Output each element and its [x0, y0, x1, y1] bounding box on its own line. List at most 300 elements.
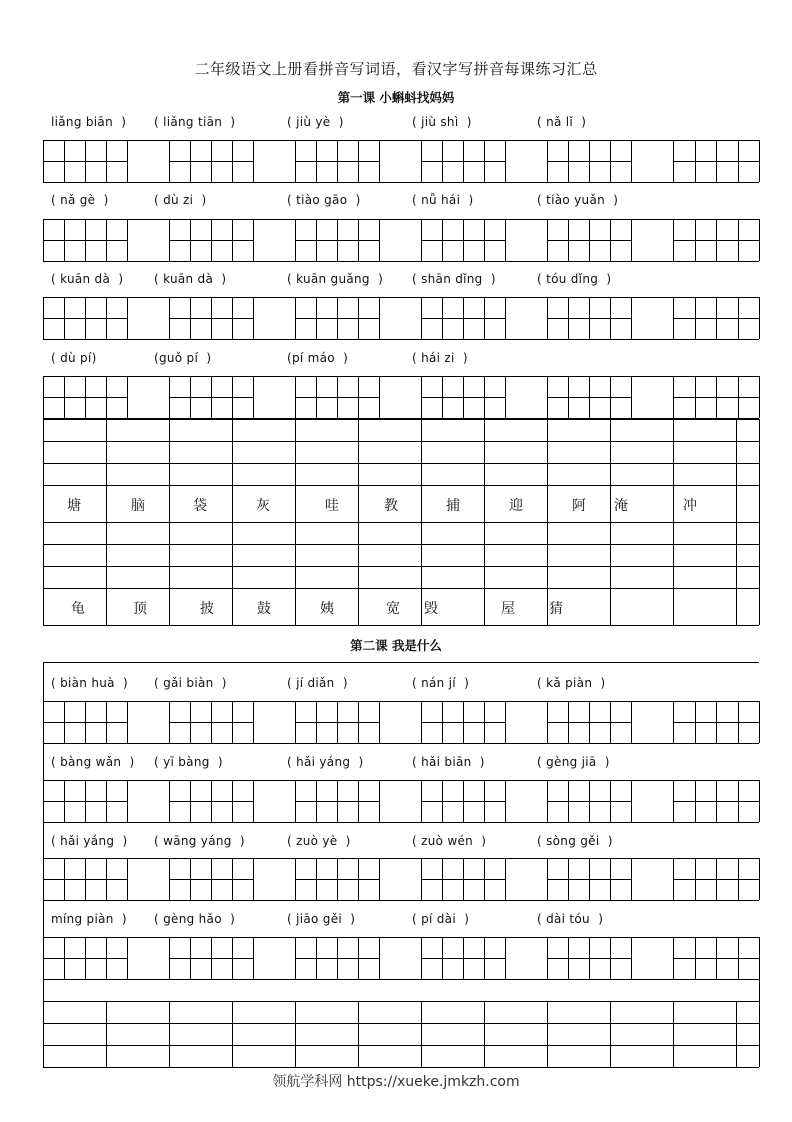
writing-grid-cell — [442, 701, 443, 743]
answer-table-col — [547, 419, 548, 485]
writing-grid-cell — [337, 219, 338, 261]
writing-grid-cell — [232, 780, 233, 822]
answer-table-line — [43, 1045, 759, 1046]
writing-grid-cell — [232, 858, 233, 900]
writing-grid-cell — [547, 297, 548, 339]
writing-grid-cell — [505, 140, 506, 182]
pinyin-label: ( pí dài ) — [412, 912, 470, 926]
writing-grid-cell — [379, 219, 380, 261]
writing-grid-cell — [695, 219, 696, 261]
writing-grid-cell — [484, 376, 485, 418]
writing-grid-cell — [568, 937, 569, 979]
writing-grid-cell — [253, 376, 254, 418]
writing-grid-cell — [85, 937, 86, 979]
writing-grid-cell — [106, 376, 107, 418]
answer-table-col — [295, 1001, 296, 1067]
writing-grid-cell — [631, 219, 632, 261]
pinyin-label: ( kǎ piàn ) — [537, 676, 606, 690]
writing-grid-top — [43, 219, 759, 220]
answer-table-line — [43, 1067, 759, 1068]
writing-grid-cell — [43, 780, 44, 822]
writing-grid-cell — [106, 858, 107, 900]
writing-grid-cell — [738, 858, 739, 900]
writing-grid-cell — [253, 780, 254, 822]
pinyin-label: ( gèng hǎo ) — [154, 912, 236, 926]
answer-table-col — [43, 522, 44, 588]
page-title: 二年级语文上册看拼音写词语，看汉字写拼音每课练习汇总 — [194, 60, 598, 78]
pinyin-label: liǎng biān ) — [51, 115, 127, 129]
writing-grid-cell — [673, 937, 674, 979]
character-cell: 阿 — [572, 497, 586, 514]
writing-grid-bottom — [43, 182, 759, 183]
writing-grid-cell — [463, 701, 464, 743]
pinyin-row — [43, 674, 759, 694]
writing-grid-cell — [716, 376, 717, 418]
writing-grid-cell — [211, 376, 212, 418]
writing-grid-cell — [631, 858, 632, 900]
writing-grid-cell — [85, 780, 86, 822]
writing-grid-cell — [85, 219, 86, 261]
writing-grid-cell — [295, 376, 296, 418]
writing-grid-cell — [631, 140, 632, 182]
writing-grid-cell — [253, 701, 254, 743]
lesson-2-title: 第二课 我是什么 — [350, 638, 442, 653]
writing-grid-cell — [190, 937, 191, 979]
answer-table-col — [736, 1001, 737, 1067]
writing-grid-cell — [673, 297, 674, 339]
writing-grid-cell — [337, 858, 338, 900]
pinyin-label: ( gèng jiā ) — [537, 755, 610, 769]
writing-grid-cell — [295, 140, 296, 182]
writing-grid-cell — [421, 219, 422, 261]
character-cell: 塘 — [67, 497, 81, 514]
answer-table-col — [673, 419, 674, 485]
writing-grid-cell — [484, 780, 485, 822]
writing-grid-cell — [505, 780, 506, 822]
writing-grid-cell — [43, 858, 44, 900]
answer-table-col — [759, 419, 760, 485]
pinyin-label: ( dù zi ) — [154, 193, 207, 207]
writing-grid-cell — [589, 937, 590, 979]
pinyin-label: ( zuò yè ) — [287, 834, 351, 848]
footer-watermark: 领航学科网 https://xueke.jmkzh.com — [272, 1074, 520, 1090]
writing-grid-top — [43, 376, 759, 377]
char-row-top — [43, 588, 759, 589]
writing-grid-cell — [169, 376, 170, 418]
writing-grid-cell — [190, 376, 191, 418]
writing-grid-cell — [695, 780, 696, 822]
lesson-2-edge — [43, 900, 44, 937]
writing-grid-cell — [169, 219, 170, 261]
writing-grid-cell — [169, 780, 170, 822]
writing-grid-cell — [610, 140, 611, 182]
writing-grid-cell — [358, 297, 359, 339]
writing-grid-cell — [463, 219, 464, 261]
writing-grid-cell — [232, 297, 233, 339]
writing-grid-cell — [631, 701, 632, 743]
writing-grid-cell — [547, 140, 548, 182]
writing-grid-cell — [463, 376, 464, 418]
writing-grid-cell — [547, 937, 548, 979]
writing-grid-cell — [442, 858, 443, 900]
writing-grid-cell — [127, 219, 128, 261]
writing-grid-cell — [169, 297, 170, 339]
writing-grid-cell — [232, 219, 233, 261]
writing-grid-cell — [295, 219, 296, 261]
writing-grid-bottom — [43, 900, 759, 901]
pinyin-label: ( zuò wén ) — [412, 834, 487, 848]
writing-grid-cell — [43, 701, 44, 743]
writing-grid-cell — [64, 140, 65, 182]
character-cell: 哇 — [325, 497, 339, 514]
writing-grid-cell — [64, 701, 65, 743]
writing-grid-cell — [442, 937, 443, 979]
pinyin-label: ( yī bàng ) — [154, 755, 223, 769]
writing-grid-cell — [43, 937, 44, 979]
pinyin-row — [43, 191, 759, 211]
character-cell: 屋 — [501, 600, 515, 617]
pinyin-row — [43, 270, 759, 290]
pinyin-label: ( nǎ lǐ ) — [537, 115, 587, 129]
writing-grid-cell — [442, 219, 443, 261]
writing-grid-cell — [295, 701, 296, 743]
pinyin-row — [43, 113, 759, 133]
char-row-col — [43, 485, 44, 522]
writing-grid-cell — [358, 219, 359, 261]
answer-table-col — [43, 1001, 44, 1067]
writing-grid-top — [43, 780, 759, 781]
pinyin-label: ( kuān dà ) — [154, 272, 227, 286]
writing-grid-cell — [232, 140, 233, 182]
writing-grid-cell — [738, 140, 739, 182]
pinyin-label: ( gǎi biàn ) — [154, 676, 227, 690]
answer-table-line — [43, 463, 759, 464]
writing-grid-cell — [64, 376, 65, 418]
writing-grid-cell — [127, 376, 128, 418]
writing-grid-cell — [738, 701, 739, 743]
character-cell: 龟 — [71, 600, 85, 617]
writing-grid-cell — [421, 140, 422, 182]
writing-grid-cell — [610, 297, 611, 339]
pinyin-label: ( hǎi biān ) — [412, 755, 485, 769]
char-row-col — [169, 588, 170, 625]
writing-grid-cell — [484, 297, 485, 339]
writing-grid-cell — [568, 297, 569, 339]
writing-grid-cell — [631, 937, 632, 979]
writing-grid-cell — [64, 297, 65, 339]
writing-grid-cell — [337, 937, 338, 979]
writing-grid-cell — [358, 780, 359, 822]
writing-grid-cell — [695, 701, 696, 743]
pinyin-label: ( dù pí) — [51, 351, 97, 365]
writing-grid-cell — [421, 376, 422, 418]
writing-grid-cell — [463, 297, 464, 339]
writing-grid-cell — [695, 297, 696, 339]
answer-table-line — [43, 441, 759, 442]
writing-grid-cell — [463, 140, 464, 182]
answer-table-col — [232, 419, 233, 485]
writing-grid-cell — [64, 780, 65, 822]
char-row-col — [169, 485, 170, 522]
writing-grid-cell — [106, 701, 107, 743]
writing-grid-cell — [85, 376, 86, 418]
pinyin-label: míng piàn ) — [51, 912, 127, 926]
character-cell: 姨 — [320, 600, 334, 617]
answer-table-col — [610, 522, 611, 588]
char-row-col — [43, 588, 44, 625]
answer-table-col — [295, 419, 296, 485]
writing-grid-cell — [211, 701, 212, 743]
pinyin-row — [43, 910, 759, 930]
writing-grid-cell — [337, 376, 338, 418]
writing-grid-cell — [337, 297, 338, 339]
char-row-col — [295, 588, 296, 625]
writing-grid-cell — [232, 701, 233, 743]
writing-grid-cell — [505, 219, 506, 261]
answer-table-col — [169, 522, 170, 588]
writing-grid-cell — [716, 937, 717, 979]
char-row-col — [736, 588, 737, 625]
writing-grid-cell — [316, 858, 317, 900]
writing-grid-bottom — [43, 743, 759, 744]
writing-grid-bottom — [43, 339, 759, 340]
writing-grid-cell — [190, 780, 191, 822]
answer-table-col — [421, 522, 422, 588]
writing-grid-cell — [484, 858, 485, 900]
lesson-2-top — [43, 662, 759, 663]
answer-table-line — [43, 1001, 759, 1002]
writing-grid-cell — [379, 780, 380, 822]
writing-grid-cell — [421, 780, 422, 822]
writing-grid-cell — [316, 780, 317, 822]
character-cell: 捕 — [446, 497, 460, 514]
pinyin-label: ( hǎi yáng ) — [287, 755, 364, 769]
answer-table-col — [358, 419, 359, 485]
writing-grid-cell — [759, 858, 760, 900]
writing-grid-cell — [232, 376, 233, 418]
writing-grid-cell — [738, 780, 739, 822]
writing-grid-cell — [421, 937, 422, 979]
writing-grid-cell — [106, 297, 107, 339]
writing-grid-cell — [759, 219, 760, 261]
writing-grid-cell — [463, 937, 464, 979]
answer-table-col — [673, 522, 674, 588]
writing-grid-cell — [211, 297, 212, 339]
answer-table-col — [547, 522, 548, 588]
writing-grid-cell — [716, 858, 717, 900]
writing-grid-cell — [547, 376, 548, 418]
character-cell: 脑 — [131, 497, 145, 514]
writing-grid-top — [43, 701, 759, 702]
char-row-bottom — [43, 625, 759, 626]
lesson-1-title: 第一课 小蝌蚪找妈妈 — [337, 90, 455, 105]
writing-grid-cell — [106, 780, 107, 822]
pinyin-label: ( sòng gěi ) — [537, 834, 613, 848]
writing-grid-cell — [358, 858, 359, 900]
char-row-col — [106, 485, 107, 522]
character-cell: 猜 — [549, 600, 563, 617]
char-row-col — [232, 485, 233, 522]
writing-grid-cell — [127, 701, 128, 743]
pinyin-label: ( nǎ gè ) — [51, 193, 109, 207]
writing-grid-cell — [505, 376, 506, 418]
lesson-2-edge — [43, 822, 44, 858]
writing-grid-cell — [190, 297, 191, 339]
answer-table-col — [106, 522, 107, 588]
writing-grid-cell — [85, 297, 86, 339]
writing-grid-cell — [295, 937, 296, 979]
answer-table-line — [43, 522, 759, 523]
writing-grid-top — [43, 140, 759, 141]
writing-grid-cell — [190, 701, 191, 743]
writing-grid-cell — [484, 219, 485, 261]
character-cell: 毁 — [424, 600, 438, 617]
writing-grid-cell — [463, 858, 464, 900]
pinyin-label: ( jiāo gěi ) — [287, 912, 356, 926]
pinyin-row — [43, 832, 759, 852]
writing-grid-cell — [673, 140, 674, 182]
writing-grid-cell — [547, 780, 548, 822]
char-row-top — [43, 485, 759, 486]
writing-grid-cell — [337, 701, 338, 743]
writing-grid-cell — [759, 937, 760, 979]
writing-grid-cell — [610, 701, 611, 743]
pinyin-label: ( hǎi yáng ) — [51, 834, 128, 848]
writing-grid-cell — [316, 297, 317, 339]
writing-grid-bottom — [43, 822, 759, 823]
pinyin-label: ( kuān dà ) — [51, 272, 124, 286]
answer-table-col — [421, 1001, 422, 1067]
answer-table-col — [759, 1001, 760, 1067]
writing-grid-cell — [738, 937, 739, 979]
char-row-col — [547, 485, 548, 522]
writing-grid-cell — [169, 937, 170, 979]
writing-grid-cell — [442, 297, 443, 339]
writing-grid-cell — [295, 297, 296, 339]
char-row-col — [673, 588, 674, 625]
writing-grid-cell — [695, 376, 696, 418]
char-row-col — [232, 588, 233, 625]
pinyin-row — [43, 349, 759, 369]
pinyin-label: ( wāng yáng ) — [154, 834, 245, 848]
pinyin-label: ( tóu dǐng ) — [537, 272, 612, 286]
writing-grid-cell — [421, 858, 422, 900]
answer-table-line — [43, 544, 759, 545]
char-row-col — [358, 588, 359, 625]
writing-grid-cell — [547, 858, 548, 900]
writing-grid-cell — [379, 937, 380, 979]
pinyin-label: (guǒ pí ) — [154, 351, 212, 365]
writing-grid-cell — [716, 219, 717, 261]
writing-grid-cell — [316, 376, 317, 418]
writing-grid-cell — [716, 701, 717, 743]
writing-grid-cell — [253, 219, 254, 261]
pinyin-label: ( kuān guǎng ) — [287, 272, 384, 286]
answer-table-line — [43, 566, 759, 567]
writing-grid-cell — [589, 376, 590, 418]
writing-grid-top — [43, 858, 759, 859]
writing-grid-cell — [463, 780, 464, 822]
writing-grid-cell — [106, 937, 107, 979]
pinyin-label: ( dài tóu ) — [537, 912, 604, 926]
char-row-col — [484, 588, 485, 625]
writing-grid-cell — [759, 780, 760, 822]
writing-grid-cell — [169, 858, 170, 900]
writing-grid-cell — [568, 780, 569, 822]
pinyin-label: ( tiào yuǎn ) — [537, 193, 619, 207]
writing-grid-cell — [673, 376, 674, 418]
char-row-col — [358, 485, 359, 522]
writing-grid-cell — [610, 937, 611, 979]
char-row-col — [484, 485, 485, 522]
writing-grid-cell — [421, 297, 422, 339]
writing-grid-cell — [337, 140, 338, 182]
writing-grid-cell — [568, 701, 569, 743]
pinyin-label: ( hái zi ) — [412, 351, 468, 365]
writing-grid-cell — [253, 297, 254, 339]
answer-table-col — [421, 419, 422, 485]
answer-table-col — [484, 522, 485, 588]
writing-grid-cell — [106, 219, 107, 261]
writing-grid-cell — [316, 140, 317, 182]
writing-grid-cell — [695, 140, 696, 182]
answer-table-col — [736, 419, 737, 485]
writing-grid-cell — [127, 297, 128, 339]
writing-grid-cell — [421, 701, 422, 743]
character-cell: 披 — [200, 600, 214, 617]
writing-grid-cell — [505, 297, 506, 339]
writing-grid-cell — [673, 219, 674, 261]
writing-grid-cell — [64, 858, 65, 900]
writing-grid-cell — [253, 937, 254, 979]
pinyin-label: ( bàng wǎn ) — [51, 755, 135, 769]
writing-grid-cell — [316, 937, 317, 979]
writing-grid-cell — [484, 937, 485, 979]
writing-grid-cell — [695, 858, 696, 900]
character-cell: 鼓 — [257, 600, 271, 617]
writing-grid-cell — [442, 780, 443, 822]
answer-table-col — [358, 1001, 359, 1067]
writing-grid-cell — [43, 140, 44, 182]
writing-grid-cell — [85, 858, 86, 900]
writing-grid-cell — [64, 219, 65, 261]
writing-grid-cell — [190, 140, 191, 182]
writing-grid-cell — [673, 858, 674, 900]
writing-grid-cell — [85, 140, 86, 182]
pinyin-label: ( nán jí ) — [412, 676, 470, 690]
writing-grid-cell — [610, 219, 611, 261]
answer-table-col — [610, 419, 611, 485]
writing-grid-cell — [738, 297, 739, 339]
writing-grid-cell — [589, 858, 590, 900]
character-cell: 顶 — [133, 600, 147, 617]
character-cell: 袋 — [193, 497, 207, 514]
character-cell: 宽 — [386, 600, 400, 617]
writing-grid-cell — [379, 701, 380, 743]
writing-grid-cell — [610, 780, 611, 822]
writing-grid-cell — [673, 780, 674, 822]
answer-table-col — [295, 522, 296, 588]
writing-grid-cell — [316, 701, 317, 743]
writing-grid-cell — [190, 219, 191, 261]
char-row-col — [295, 485, 296, 522]
writing-grid-cell — [568, 376, 569, 418]
writing-grid-cell — [169, 701, 170, 743]
writing-grid-cell — [631, 376, 632, 418]
answer-table-col — [169, 419, 170, 485]
writing-grid-cell — [695, 937, 696, 979]
writing-grid-bottom — [43, 979, 759, 980]
